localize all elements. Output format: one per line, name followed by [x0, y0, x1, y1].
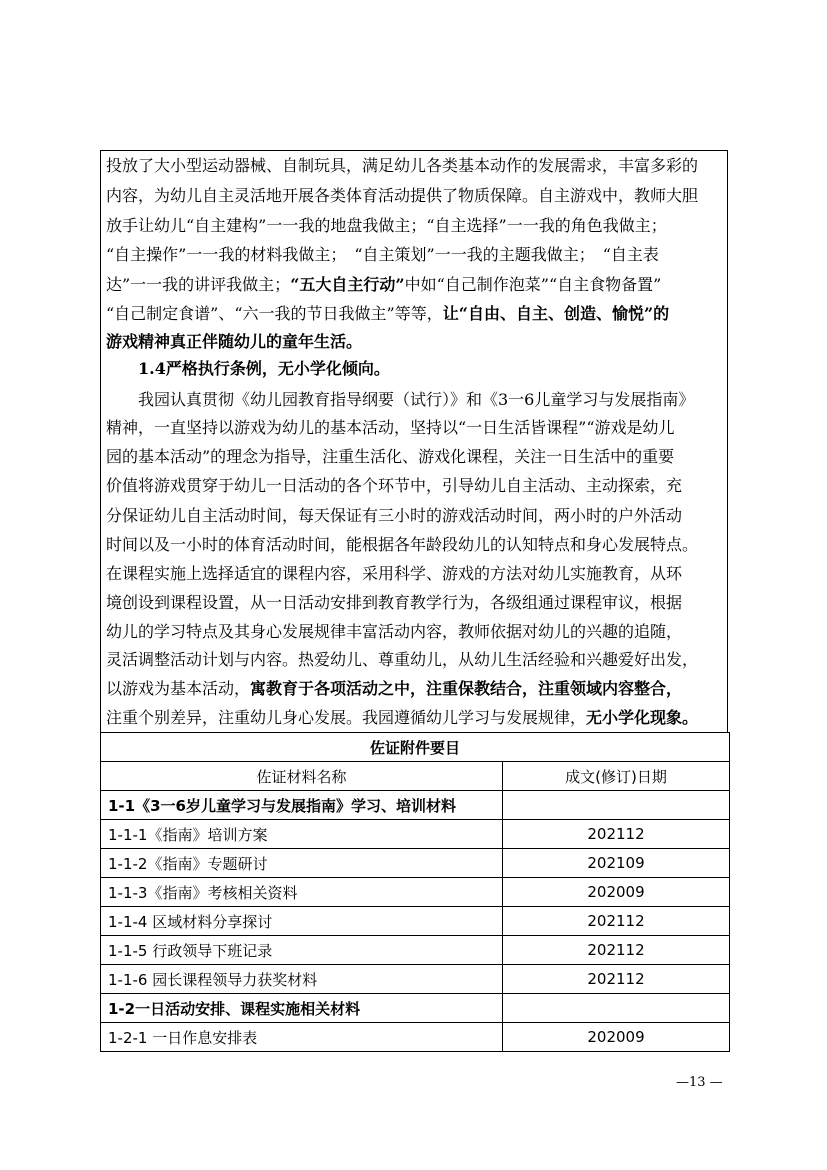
- material-name: 1-1-6 园长课程领导力获奖材料: [101, 965, 503, 994]
- text-line: [106, 245, 659, 265]
- text-line: [106, 418, 675, 438]
- text-segment: 价值将游戏贯穿于幼儿一日活动的各个环节中，引导幼儿自主活动、主动探索，充: [106, 476, 683, 495]
- material-date: 202009: [503, 1023, 730, 1052]
- text-line: [106, 447, 674, 467]
- table-row: [101, 878, 730, 907]
- text-segment: 放手让幼儿“自主建构”一一我的地盘我做主；“自主选择”一一我的角色我做主；: [106, 216, 667, 235]
- table-row: [101, 1023, 730, 1052]
- text-line: [106, 476, 682, 496]
- text-line: [106, 390, 694, 410]
- material-name: 1-1-4 区域材料分享探讨: [101, 907, 503, 936]
- attachments-table: [100, 732, 730, 1052]
- table-row: [101, 965, 730, 994]
- text-line: [106, 708, 698, 728]
- text-segment: 分保证幼儿自主活动时间，每天保证有三小时的游戏活动时间，两小时的户外活动: [106, 506, 683, 525]
- table-row: [101, 907, 730, 936]
- table-row: [101, 849, 730, 878]
- text-line: [106, 564, 682, 584]
- text-segment: 时间以及一小时的体育活动时间，能根据各年龄段幼儿的认知特点和身心发展特点。: [106, 535, 699, 554]
- material-date: 202109: [503, 849, 730, 878]
- text-segment: 以游戏为基本活动，: [106, 679, 251, 698]
- material-name: 1-1-2《指南》专题研讨: [101, 849, 503, 878]
- material-date: [503, 994, 730, 1023]
- material-name: 1-2一日活动安排、课程实施相关材料: [101, 994, 503, 1023]
- bold-text: 1.4严格执行条例，无小学化倾向。: [106, 359, 390, 378]
- section-row: [101, 994, 730, 1023]
- text-segment: “自主操作”一一我的材料我做主； “自主策划”一一我的主题我做主； “自主表: [106, 245, 659, 264]
- material-date: 202112: [503, 820, 730, 849]
- text-line: [106, 332, 362, 352]
- page-number: —13 —: [676, 1075, 723, 1090]
- text-segment: “自己制定食谱”、“六一我的节日我做主”等等，: [106, 304, 443, 323]
- text-segment: 内容，为幼儿自主灵活地开展各类体育活动提供了物质保障。自主游戏中，教师大胆: [106, 186, 699, 205]
- text-segment: 灵活调整活动计划与内容。热爱幼儿、尊重幼儿，从幼儿生活经验和兴趣爱好出发，: [106, 650, 699, 669]
- bold-text: 无小学化现象。: [586, 708, 699, 727]
- text-line: [106, 593, 682, 613]
- text-segment: 我园认真贯彻《幼儿园教育指导纲要（试行）》和《3一6儿童学习与发展指南》: [106, 390, 695, 409]
- text-segment: 精神，一直坚持以游戏为幼儿的基本活动，坚持以“一日生活皆课程”“游戏是幼儿: [106, 418, 675, 437]
- text-line: [106, 359, 390, 379]
- material-name: 1-1《3一6岁儿童学习与发展指南》学习、培训材料: [101, 791, 503, 820]
- material-date: [503, 791, 730, 820]
- bold-text: “五大自主行动”: [290, 275, 405, 294]
- text-line: [106, 304, 669, 324]
- attachments-title: 佐证附件要目: [101, 733, 730, 762]
- attachments-header-row: [101, 762, 730, 791]
- text-segment: 注重个别差异，注重幼儿身心发展。我园遵循幼儿学习与发展规律，: [106, 708, 587, 727]
- text-segment: 中如“自己制作泡菜”“自主食物备置”: [404, 275, 662, 294]
- material-name: 1-1-1《指南》培训方案: [101, 820, 503, 849]
- table-row: [101, 820, 730, 849]
- table-row: [101, 936, 730, 965]
- text-line: [106, 506, 682, 526]
- bold-text: 寓教育于各项活动之中，注重保教结合，注重领域内容整合，: [250, 679, 683, 698]
- material-date: 202112: [503, 907, 730, 936]
- material-name: 1-1-5 行政领导下班记录: [101, 936, 503, 965]
- text-segment: 园的基本活动”的理念为指导，注重生活化、游戏化课程，关注一日生活中的重要: [106, 447, 675, 466]
- text-line: [106, 679, 682, 699]
- text-line: [106, 535, 698, 555]
- material-date: 202112: [503, 965, 730, 994]
- column-header-date: 成文(修订)日期: [503, 762, 730, 791]
- bold-text: 游戏精神真正伴随幼儿的童年生活。: [106, 332, 363, 351]
- text-segment: 境创设到课程设置，从一日活动安排到教育教学行为，各级组通过课程审议，根据: [106, 593, 683, 612]
- text-line: [106, 186, 698, 206]
- text-line: [106, 216, 667, 236]
- bold-text: 让“自由、自主、创造、愉悦”的: [442, 304, 670, 323]
- material-date: 202112: [503, 936, 730, 965]
- column-header-name: 佐证材料名称: [101, 762, 503, 791]
- attachments-title-row: [101, 733, 730, 762]
- section-row: [101, 791, 730, 820]
- narrative-cell: [100, 150, 728, 732]
- text-line: [106, 622, 682, 642]
- material-name: 1-2-1 一日作息安排表: [101, 1023, 503, 1052]
- text-segment: 达”一一我的讲评我做主；: [106, 275, 291, 294]
- text-line: [106, 156, 698, 176]
- material-date: 202009: [503, 878, 730, 907]
- text-segment: 在课程实施上选择适宜的课程内容，采用科学、游戏的方法对幼儿实施教育，从环: [106, 564, 683, 583]
- material-name: 1-1-3《指南》考核相关资料: [101, 878, 503, 907]
- text-line: [106, 275, 661, 295]
- text-segment: 幼儿的学习特点及其身心发展规律丰富活动内容，教师依据对幼儿的兴趣的追随，: [106, 622, 683, 641]
- text-segment: 投放了大小型运动器械、自制玩具，满足幼儿各类基本动作的发展需求，丰富多彩的: [106, 156, 699, 175]
- text-line: [106, 650, 698, 670]
